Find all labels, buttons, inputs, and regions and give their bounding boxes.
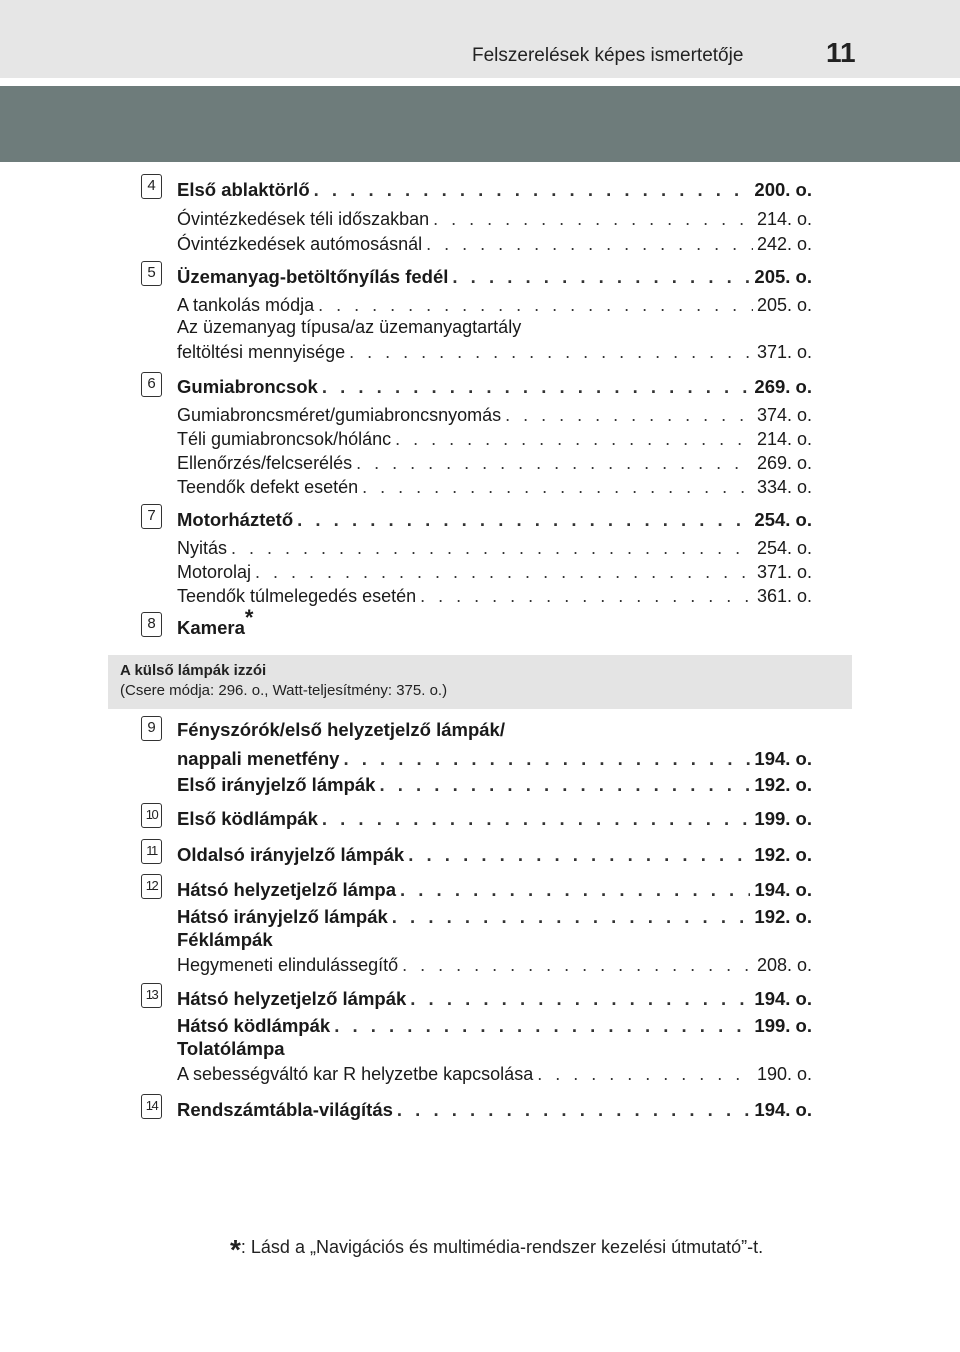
subentry-text: A sebességváltó kar R helyzetbe kapcsolása: [177, 1064, 534, 1084]
leader-dots: [392, 906, 751, 928]
item-number-badge: 14: [141, 1094, 162, 1119]
toc-subentry[interactable]: [177, 402, 812, 426]
item-number-badge: 5: [141, 261, 162, 286]
entry-title: Első irányjelző lámpák: [177, 774, 376, 795]
toc-subentry[interactable]: [177, 952, 812, 976]
toc-entry[interactable]: [177, 1013, 812, 1037]
item-number-badge: 4: [141, 174, 162, 199]
item-number-badge: 12: [141, 874, 162, 899]
entry-page: 194. o.: [754, 988, 812, 1009]
subentry-text: Óvintézkedések téli időszakban: [177, 209, 430, 229]
asterisk-mark: *: [244, 604, 254, 630]
toc-entry[interactable]: [177, 264, 812, 288]
leader-dots: [452, 266, 750, 288]
leader-dots: [397, 1099, 751, 1121]
leader-dots: [408, 844, 750, 866]
leader-dots: [362, 476, 753, 498]
subentry-page: 334. o.: [756, 477, 812, 497]
leader-dots: [343, 748, 750, 770]
item-number-badge: 10: [141, 803, 162, 828]
leader-dots: [322, 376, 751, 398]
toc-entry[interactable]: [177, 904, 812, 928]
entry-title: Első ablaktörlő: [177, 179, 310, 200]
entry-page: 192. o.: [754, 774, 812, 795]
item-number-badge: 6: [141, 372, 162, 397]
leader-dots: [255, 561, 753, 583]
subentry-page: 374. o.: [756, 405, 812, 425]
footnote-asterisk: *: [230, 1234, 241, 1265]
toc-entry[interactable]: [177, 986, 812, 1010]
toc-subentry[interactable]: [177, 450, 812, 474]
subentry-text: feltöltési mennyisége: [177, 342, 346, 362]
item-number-badge: 13: [141, 983, 162, 1008]
entry-page: 194. o.: [754, 1099, 812, 1120]
toc-subentry[interactable]: [177, 206, 812, 230]
banner-bar: [0, 86, 960, 162]
leader-dots: [426, 233, 753, 255]
leader-dots: [379, 774, 750, 796]
subentry-text: Motorolaj: [177, 562, 252, 582]
leader-dots: [356, 452, 753, 474]
toc-subentry[interactable]: [177, 292, 812, 316]
entry-title: nappali menetfény: [177, 748, 340, 769]
entry-title: Első ködlámpák: [177, 808, 318, 829]
toc-subentry[interactable]: [177, 535, 812, 559]
entry-page: 199. o.: [754, 1015, 812, 1036]
entry-title: Oldalsó irányjelző lámpák: [177, 844, 405, 865]
toc-entry[interactable]: [177, 1097, 812, 1121]
footnote: [230, 1228, 764, 1265]
leader-dots: [297, 509, 750, 531]
toc-subentry[interactable]: [177, 426, 812, 450]
entry-page: 205. o.: [754, 266, 812, 287]
entry-title: Kamera: [177, 617, 245, 638]
leader-dots: [433, 208, 753, 230]
entry-title: Üzemanyag-betöltőnyílás fedél: [177, 266, 449, 287]
entry-page: 194. o.: [754, 879, 812, 900]
leader-dots: [349, 341, 753, 363]
leader-dots: [334, 1015, 750, 1037]
leader-dots: [410, 988, 750, 1010]
subentry-text: Gumiabroncsméret/gumiabroncsnyomás: [177, 405, 502, 425]
toc-entry[interactable]: [177, 177, 812, 201]
entry-page: 269. o.: [754, 376, 812, 397]
header-title: Felszerelések képes ismertetője: [472, 45, 744, 66]
leader-dots: [402, 954, 753, 976]
toc-subentry[interactable]: [177, 1061, 812, 1085]
subentry-page: 208. o.: [756, 955, 812, 975]
subentry-text: Óvintézkedések autómosásnál: [177, 234, 423, 254]
leader-dots: [318, 294, 753, 316]
info-box-title: A külső lámpák izzói: [120, 662, 267, 679]
entry-title: Féklámpák: [177, 929, 273, 950]
entry-title: Tolatólámpa: [177, 1038, 285, 1059]
subentry-text: Teendők túlmelegedés esetén: [177, 586, 417, 606]
entry-title: Hátsó ködlámpák: [177, 1015, 331, 1036]
toc-subentry[interactable]: [177, 231, 812, 255]
subentry-page: 214. o.: [756, 429, 812, 449]
toc-subentry[interactable]: [177, 474, 812, 498]
info-box: [108, 655, 852, 709]
toc-subentry[interactable]: [177, 339, 812, 363]
info-box-text: (Csere módja: 296. o., Watt-teljesítmény: 375. o.): [120, 682, 448, 699]
entry-title: Hátsó helyzetjelző lámpa: [177, 879, 396, 900]
subentry-text: Teendők defekt esetén: [177, 477, 359, 497]
subentry-text: A tankolás módja: [177, 295, 315, 315]
entry-page: 200. o.: [754, 179, 812, 200]
toc-subentry[interactable]: [177, 559, 812, 583]
subentry-page: 214. o.: [756, 209, 812, 229]
subentry-page: 242. o.: [756, 234, 812, 254]
subentry-text: Téli gumiabroncsok/hólánc: [177, 429, 392, 449]
entry-title: Hátsó irányjelző lámpák: [177, 906, 388, 927]
item-number-badge: 7: [141, 504, 162, 529]
subentry-page: 205. o.: [756, 295, 812, 315]
subentry-text: Ellenőrzés/felcserélés: [177, 453, 353, 473]
subentry-text: Hegymeneti elindulássegítő: [177, 955, 399, 975]
leader-dots: [231, 537, 753, 559]
toc-subentry[interactable]: [177, 583, 812, 607]
entry-page: 254. o.: [754, 509, 812, 530]
leader-dots: [322, 808, 751, 830]
leader-dots: [505, 404, 753, 426]
entry-title: Gumiabroncsok: [177, 376, 318, 397]
page-number: 11: [826, 37, 856, 68]
entry-title: Motorháztető: [177, 509, 294, 530]
entry-page: 192. o.: [754, 844, 812, 865]
subentry-page: 190. o.: [756, 1064, 812, 1084]
toc-entry[interactable]: [177, 877, 812, 901]
subentry-page: 371. o.: [756, 562, 812, 582]
subentry-text: Az üzemanyag típusa/az üzemanyagtartály: [177, 317, 522, 337]
leader-dots: [537, 1063, 753, 1085]
toc-entry[interactable]: [177, 842, 812, 866]
leader-dots: [395, 428, 753, 450]
entry-title: Fényszórók/első helyzetjelző lámpák/: [177, 719, 505, 740]
footnote-text: : Lásd a „Navigációs és multimédia-rendszer kezelési útmutató”-t.: [240, 1237, 764, 1257]
entry-title: Hátsó helyzetjelző lámpák: [177, 988, 407, 1009]
toc-entry[interactable]: [177, 374, 812, 398]
subentry-page: 371. o.: [756, 342, 812, 362]
entry-page: 194. o.: [754, 748, 812, 769]
subentry-page: 254. o.: [756, 538, 812, 558]
entry-title-kamera[interactable]: [177, 604, 254, 639]
toc-entry[interactable]: [177, 746, 812, 770]
toc-entry[interactable]: [177, 507, 812, 531]
subentry-page: 361. o.: [756, 586, 812, 606]
subentry-text: Nyitás: [177, 538, 228, 558]
item-number-badge: 9: [141, 716, 162, 741]
leader-dots: [420, 585, 753, 607]
toc-entry[interactable]: [177, 806, 812, 830]
entry-title: Rendszámtábla-világítás: [177, 1099, 393, 1120]
leader-dots: [314, 179, 751, 201]
leader-dots: [400, 879, 750, 901]
entry-page: 199. o.: [754, 808, 812, 829]
entry-page: 192. o.: [754, 906, 812, 927]
item-number-badge: 11: [141, 839, 162, 864]
toc-entry[interactable]: [177, 772, 812, 796]
subentry-page: 269. o.: [756, 453, 812, 473]
item-number-badge: 8: [141, 612, 162, 637]
